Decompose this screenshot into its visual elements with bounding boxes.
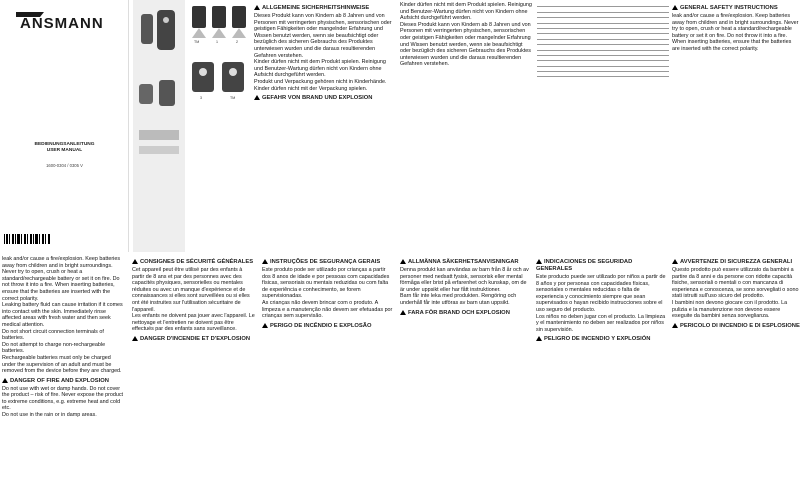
warning-triangle-icon — [262, 259, 268, 264]
fr-para2: Les enfants ne doivent pas jouer avec l'appareil. Le nettoyage et l'entretien ne doivent pas être effectués par des enfants sans surveillance. — [132, 313, 255, 333]
en-fire-text: Do not use with wet or damp hands. Do not cover the product – risk of fire. Never expose the product to extreme conditions, e.g. extreme heat and cold etc. — [2, 385, 124, 412]
column-en-top — [672, 2, 800, 252]
sv-intro: Denna produkt kan användas av barn från 8 år och av personer med nedsatt fysisk, sensorisk eller mental förmåga eller brist på erfarenhet och kunskap, om de är under uppsikt eller har fått instruktioner. — [400, 267, 529, 293]
pt-para2: As crianças não devem brincar com o produto. A limpeza e a manutenção não devem ser efetuadas por crianças sem supervisão. — [262, 299, 393, 320]
warning-triangle-icon — [672, 323, 678, 328]
fr-safety-heading: CONSIGNES DE SÉCURITÉ GÉNÉRALES — [132, 259, 256, 266]
warning-triangle-icon — [262, 323, 268, 328]
column-it — [672, 256, 800, 502]
flashlight-illustrations — [186, 0, 252, 120]
warning-triangle-icon — [672, 259, 678, 264]
device-front-illustration — [133, 0, 185, 252]
cover-panel — [0, 0, 129, 252]
pt-safety-heading: INSTRUÇÕES DE SEGURANÇA GERAIS — [262, 259, 394, 266]
document-model: 1600-0304 / 0305 V — [46, 163, 83, 168]
warning-triangle-icon — [536, 259, 542, 264]
column-es — [536, 256, 666, 502]
en-para4: Do not attempt to charge non-rechargeable batteries. — [2, 341, 106, 355]
figure-label-5: TM — [230, 96, 236, 100]
es-safety-heading: INDICACIONES DE SEGURIDAD GENERALES — [536, 259, 633, 272]
es-para2: Los niños no deben jugar con el producto. La limpieza y el mantenimiento no deben ser realizados por niños sin supervisión. — [536, 313, 666, 333]
figure-label-2: 1 — [216, 40, 218, 44]
column-sv — [400, 256, 530, 502]
en-fire-heading: DANGER OF FIRE AND EXPLOSION — [2, 378, 126, 385]
en-fire-text-2: Do not use in the rain or in damp areas. — [2, 412, 97, 419]
de-para3-text: Produkt und Verpackung gehören nicht in Kinderhände. Kinder dürfen nicht mit der Verpackung spielen. — [254, 78, 387, 92]
sv-safety-heading: ALLMÄNNA SÄKERHETSANVISNINGAR — [400, 259, 530, 266]
warning-triangle-icon — [254, 95, 260, 100]
figures-panel — [133, 0, 185, 252]
en-safety-heading: GENERAL SAFETY INSTRUCTIONS — [672, 5, 800, 12]
es-battery-heading: PELIGRO DE INCENDIO Y EXPLOSIÓN — [536, 336, 666, 343]
svg-text:ANSMANN: ANSMANN — [20, 15, 104, 30]
it-safety-heading: AVVERTENZE DI SICUREZZA GENERALI — [672, 259, 800, 266]
de-para2-text: Kinder dürfen nicht mit dem Produkt spielen. Reinigung und Benutzer-Wartung dürfen nicht von Kindern ohne Aufsicht durchgeführt werden. — [254, 59, 386, 79]
figure-label-3: 2 — [236, 40, 238, 44]
sv-battery-heading: FARA FÖR BRAND OCH EXPLOSION — [400, 310, 530, 317]
it-para2: I bambini non devono giocare con il prodotto. La pulizia e la manutenzione non devono essere eseguite da bambini senza sorveglianza. — [672, 299, 788, 320]
de-column2-text-b: Dieses Produkt kann von Kindern ab 8 Jahren und von Personen mit verringerten physischen, sensorischen oder geistigen Fähigkeiten oder mangelnder Erfahrung und Wissen benutzt werden, wenn sie beaufsichtigt oder bezüglich des sicheren Gebrauchs des Produktes unterwiesen wurden und die daraus resultierenden Gefahren verstehen. — [400, 21, 531, 68]
en-para3: Do not short circuit connection terminals of batteries. — [2, 328, 104, 342]
figure-label-1: TM — [194, 40, 200, 44]
warning-triangle-icon — [132, 259, 138, 264]
warning-triangle-icon — [400, 259, 406, 264]
column-pt — [262, 256, 394, 502]
en-intro-text: leak and/or cause a fire/explosion. Keep batteries away from children and in bright surroundings. Never try to open, crush or heat a standard/rechargeable battery or set it on fire. Do not throw it into a fire. When inserting batteries, ensure that the batteries are inserted with the correct polarity. — [672, 13, 799, 52]
de-intro-text: Dieses Produkt kann von Kindern ab 8 Jahren und von Personen mit verringerten physischen, sensorischen oder geistigen Fähigkeiten oder mangelnder Erfahrung und Wissen benutzt werden, wenn sie beaufsichtigt oder bezüglich des sicheren Gebrauchs des Produktes unterwiesen wurden und die daraus resultierenden Gefahren verstehen. — [254, 13, 392, 59]
table-panel-1 — [537, 2, 669, 252]
warning-triangle-icon — [672, 5, 678, 10]
en-para5: Rechargeable batteries must only be charged under the supervision of an adult and must be removed from the device before they are charged. — [2, 354, 122, 375]
it-intro: Questo prodotto può essere utilizzato da bambini a partire da 8 anni e da persone con ridotte capacità fisiche, sensoriali o mentali o con mancanza di esperienza e conoscenza, se sono sorvegliati o sono stati istruiti sull'uso sicuro del prodotto. — [672, 267, 799, 300]
warning-triangle-icon — [254, 5, 260, 10]
figure-label-4: 3 — [200, 96, 202, 100]
pt-battery-heading: PERIGO DE INCÊNDIO E EXPLOSÃO — [262, 323, 394, 330]
it-battery-heading: PERICOLO DI INCENDIO E DI ESPLOSIONE — [672, 323, 800, 330]
warning-triangle-icon — [536, 336, 542, 341]
de-battery-heading: GEFAHR VON BRAND UND EXPLOSION — [254, 95, 392, 102]
warning-triangle-icon — [2, 378, 8, 383]
ansmann-logo — [14, 8, 118, 30]
fr-battery-heading: DANGER D'INCENDIE ET D'EXPLOSION — [132, 336, 256, 343]
en-para2: Leaking battery fluid can cause irritation if it comes into contact with the skin. Immediately rinse affected areas with fresh water and then seek medical attention. — [2, 302, 123, 328]
sv-para2: Barn får inte leka med produkten. Rengöring och underhåll får inte utföras av barn utan uppsikt. — [400, 293, 517, 306]
lamp-figures-panel — [186, 0, 252, 252]
fr-intro: Cet appareil peut être utilisé par des enfants à partir de 8 ans et par des personnes avec des capacités physiques, sensorielles ou mentales réduites ou avec un manque d'expérience et de connaissances si elles sont surveillées ou si elles ont été instruites sur l'utilisation sécuritaire de l'appareil. — [132, 267, 250, 313]
column-fr — [132, 256, 256, 502]
column-de-2 — [400, 2, 532, 252]
warning-triangle-icon — [400, 310, 406, 315]
document-title: BEDIENUNGSANLEITUNG USER MANUAL — [34, 142, 95, 153]
de-safety-heading: ALLGEMEINE SICHERHEITSHINWEISE — [254, 5, 392, 12]
en-intro-bottom: leak and/or cause a fire/explosion. Keep batteries away from children and in bright surroundings. Never try to open, crush or heat a standard/rechargeable battery or set it on fire. Do not throw it into a fire. When inserting batteries, ensure that the batteries are inserted with the correct polarity. — [2, 256, 121, 302]
column-en — [2, 256, 126, 502]
column-de — [254, 2, 392, 252]
warning-triangle-icon — [132, 336, 138, 341]
es-intro: Este producto puede ser utilizado por niños a partir de 8 años y por personas con capacidades físicas, sensoriales o mentales reducidas o falta de experiencia y conocimiento siempre que sean supervisados o hayan recibido instrucciones sobre el uso seguro del producto. — [536, 274, 666, 313]
barcode-icon — [4, 234, 60, 248]
de-column2-text: Kinder dürfen nicht mit dem Produkt spielen. Reinigung und Benutzer-Wartung dürfen nicht von Kindern ohne Aufsicht durchgeführt werden. — [400, 2, 532, 22]
pt-intro: Este produto pode ser utilizado por crianças a partir dos 8 anos de idade e por pessoas com capacidades físicas, sensoriais ou mentais reduzidas ou com falta de experiência e conhecimento, se forem supervisionadas. — [262, 267, 390, 300]
